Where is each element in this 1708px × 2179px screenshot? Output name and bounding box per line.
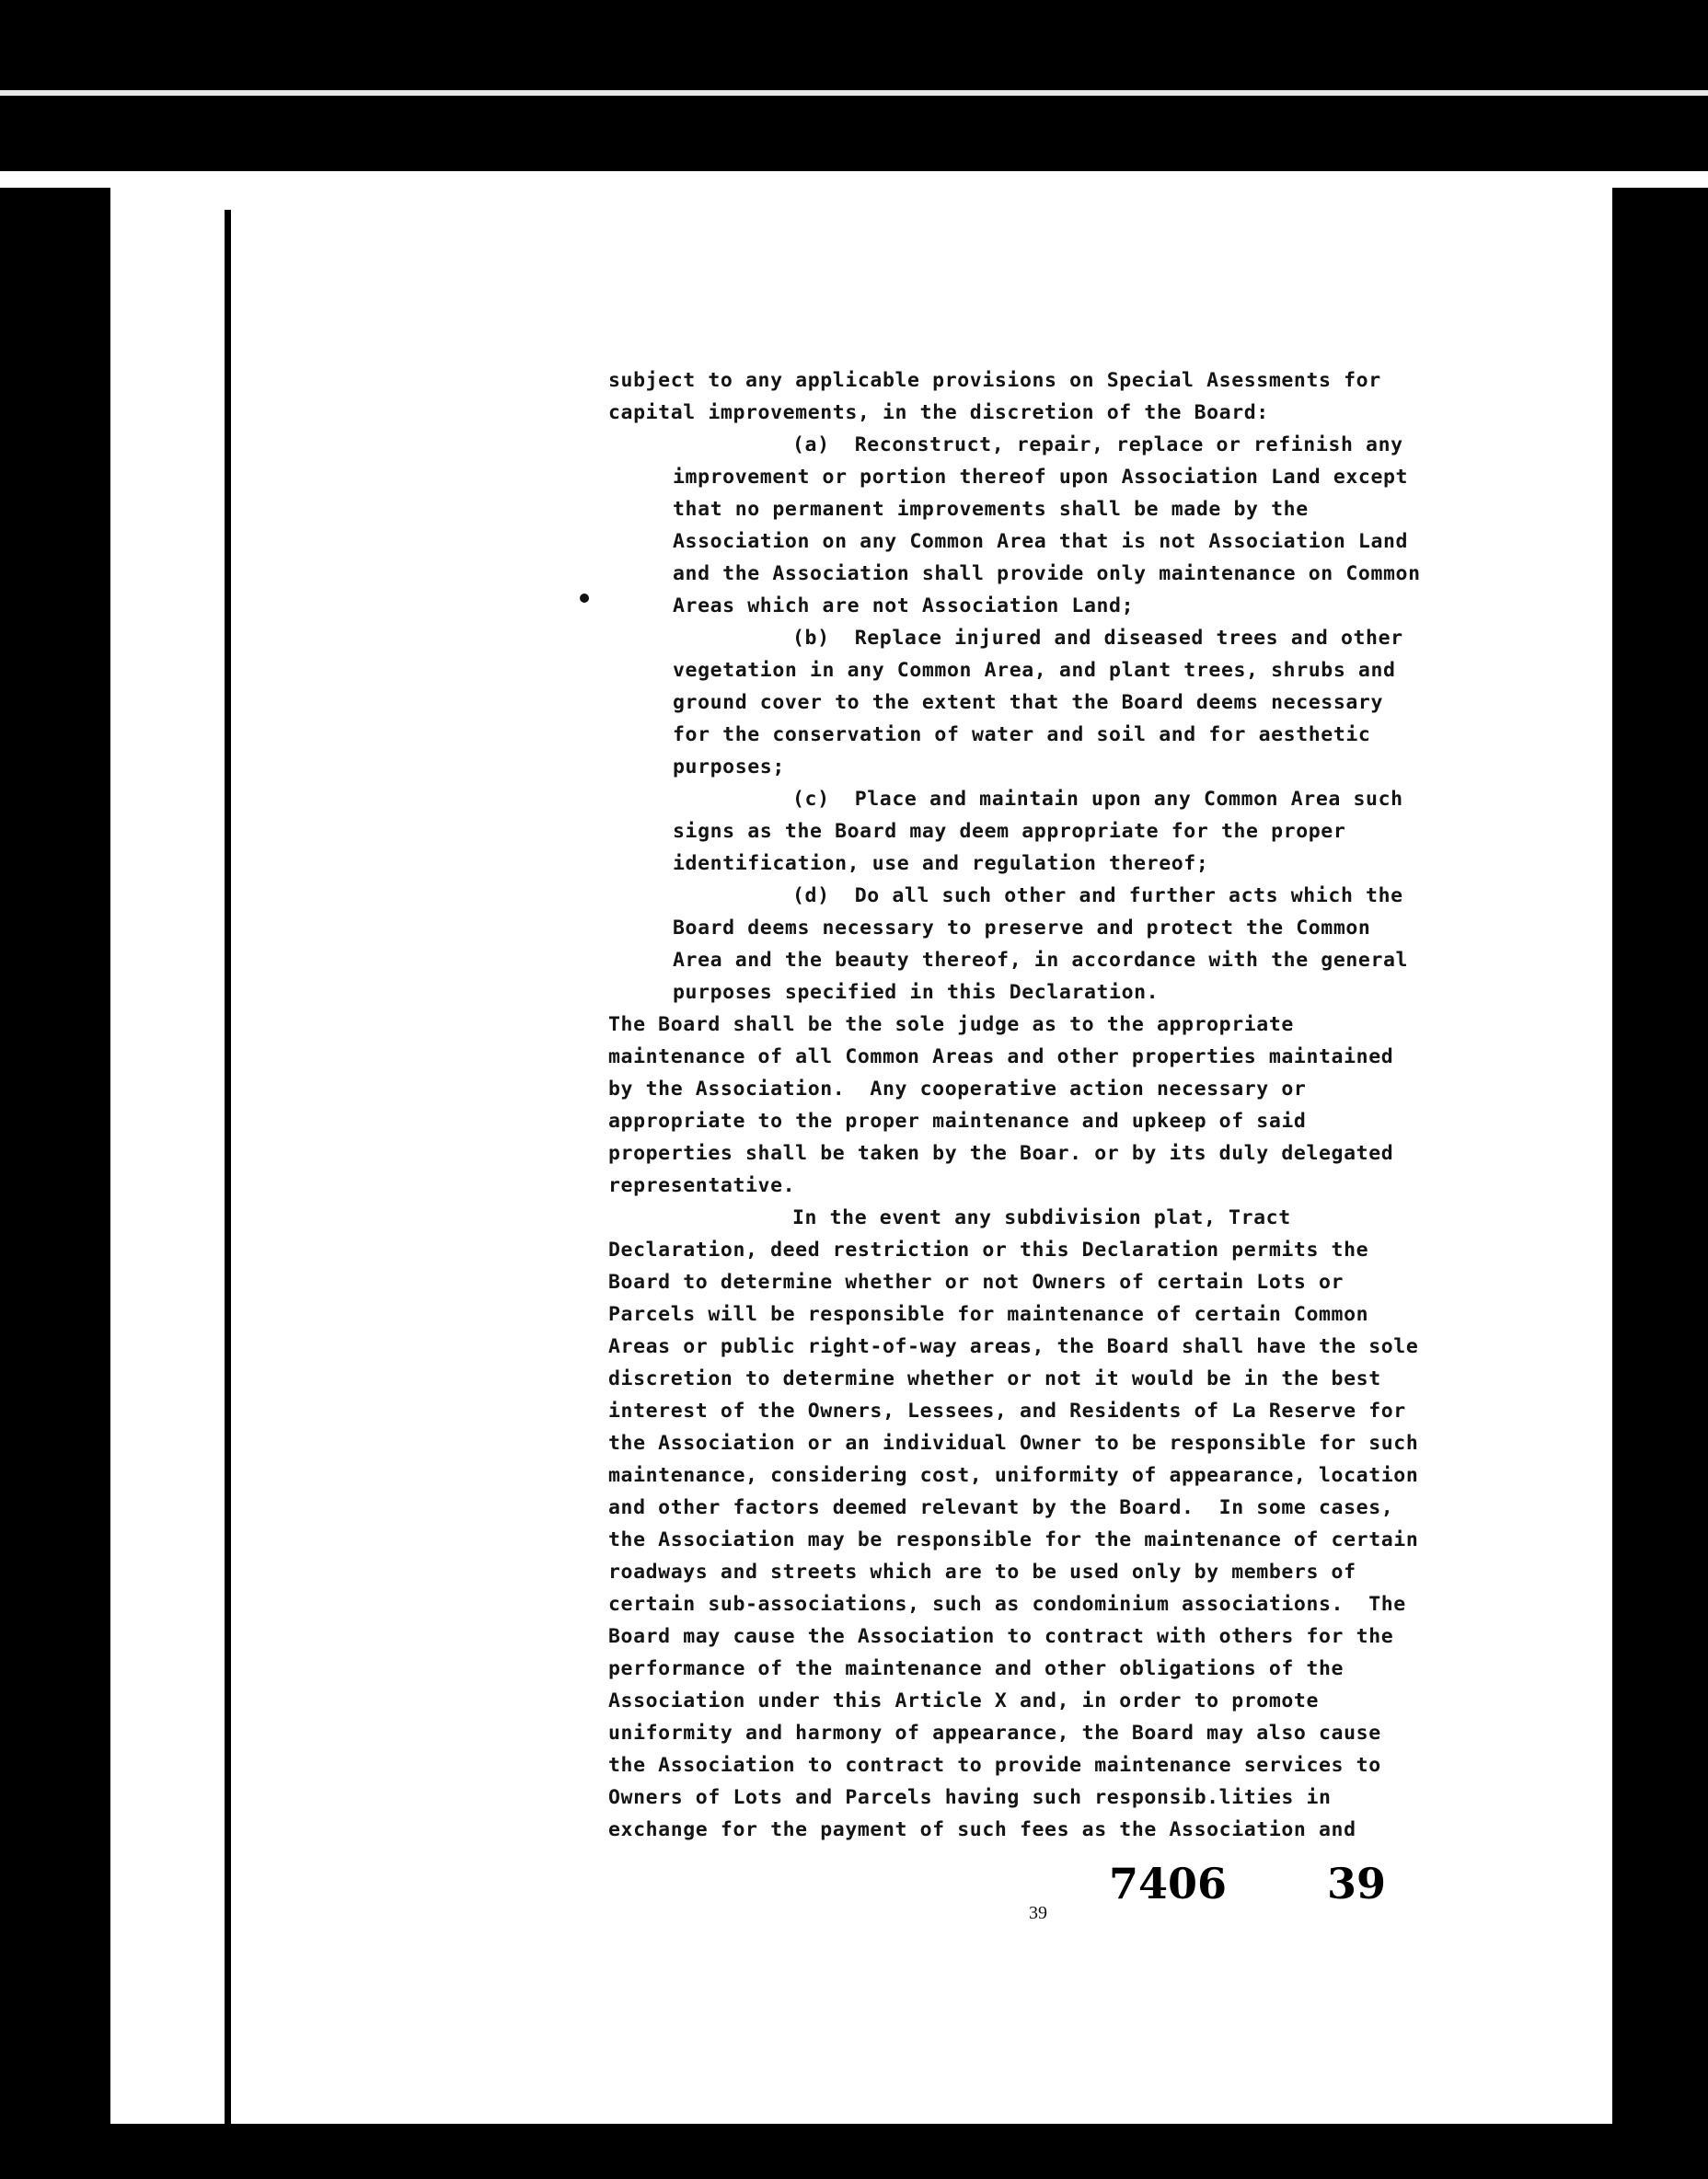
text-line: Areas or public right-of-way areas, the Board shall have the sole — [608, 1335, 1419, 1358]
text-line: maintenance of all Common Areas and other properties maintained — [608, 1045, 1394, 1068]
text-line: (a) Reconstruct, repair, replace or refinish any — [792, 433, 1403, 456]
text-line: signs as the Board may deem appropriate for the proper — [673, 820, 1346, 843]
text-line: improvement or portion thereof upon Association Land except — [673, 466, 1409, 489]
text-line: (d) Do all such other and further acts which the — [792, 884, 1403, 907]
scan-top-border — [0, 0, 1708, 90]
text-line: identification, use and regulation thereof; — [673, 852, 1209, 875]
text-line: exchange for the payment of such fees as the Association and — [608, 1818, 1356, 1841]
scan-strip — [0, 171, 1708, 188]
text-line: interest of the Owners, Lessees, and Residents of La Reserve for — [608, 1400, 1406, 1423]
text-line: and other factors deemed relevant by the Board. In some cases, — [608, 1496, 1394, 1519]
text-line: by the Association. Any cooperative action necessary or — [608, 1078, 1307, 1101]
text-line: subject to any applicable provisions on Special Asessments for — [608, 369, 1381, 392]
page-number: 39 — [1029, 1903, 1047, 1923]
text-line: In the event any subdivision plat, Tract — [792, 1206, 1291, 1229]
text-line: the Association to contract to provide maintenance services to — [608, 1754, 1381, 1777]
document-stamp-number: 7406 — [1109, 1859, 1228, 1908]
text-line: ground cover to the extent that the Board deems necessary — [673, 691, 1384, 714]
text-line: maintenance, considering cost, uniformity of appearance, location — [608, 1464, 1419, 1487]
text-line: Association under this Article X and, in order to promote — [608, 1689, 1320, 1712]
text-line: purposes; — [673, 755, 785, 778]
text-line: for the conservation of water and soil and for aesthetic — [673, 723, 1371, 746]
text-line: Declaration, deed restriction or this Declaration permits the — [608, 1239, 1369, 1262]
document-body — [608, 364, 1510, 1846]
text-line: purposes specified in this Declaration. — [673, 981, 1160, 1004]
text-line: vegetation in any Common Area, and plant trees, shrubs and — [673, 659, 1396, 682]
scan-top-border-lower — [0, 96, 1708, 171]
text-line: capital improvements, in the discretion of the Board: — [608, 401, 1269, 424]
text-line: The Board shall be the sole judge as to the appropriate — [608, 1013, 1294, 1036]
text-line: roadways and streets which are to be used only by members of — [608, 1561, 1356, 1584]
text-line: (b) Replace injured and diseased trees and other — [792, 627, 1403, 650]
text-line: Owners of Lots and Parcels having such responsib.lities in — [608, 1786, 1332, 1809]
text-line: appropriate to the proper maintenance and upkeep of said — [608, 1110, 1307, 1133]
text-line: the Association may be responsible for the maintenance of certain — [608, 1528, 1419, 1551]
text-line: that no permanent improvements shall be made by the — [673, 498, 1309, 521]
text-line: performance of the maintenance and other obligations of the — [608, 1657, 1344, 1680]
text-line: Board may cause the Association to contract with others for the — [608, 1625, 1394, 1648]
text-line: representative. — [608, 1174, 796, 1197]
text-line: certain sub-associations, such as condominium associations. The — [608, 1593, 1406, 1616]
text-line: Association on any Common Area that is not Association Land — [673, 530, 1409, 553]
stray-mark — [580, 594, 589, 603]
text-line: (c) Place and maintain upon any Common Area such — [792, 788, 1403, 811]
text-line: Board deems necessary to preserve and protect the Common — [673, 917, 1371, 940]
page-left-rule — [225, 210, 231, 2124]
text-line: uniformity and harmony of appearance, the Board may also cause — [608, 1722, 1381, 1745]
text-line: Area and the beauty thereof, in accordance with the general — [673, 949, 1409, 972]
text-line: the Association or an individual Owner to be responsible for such — [608, 1432, 1419, 1455]
text-line: Areas which are not Association Land; — [673, 594, 1135, 617]
text-line: and the Association shall provide only maintenance on Common — [673, 562, 1421, 585]
text-line: Parcels will be responsible for maintenance of certain Common — [608, 1303, 1369, 1326]
text-line: Board to determine whether or not Owners of certain Lots or — [608, 1271, 1344, 1294]
text-line: discretion to determine whether or not it would be in the best — [608, 1367, 1381, 1390]
text-line: properties shall be taken by the Boar. or by its duly delegated — [608, 1142, 1394, 1165]
document-stamp-page: 39 — [1327, 1859, 1387, 1908]
